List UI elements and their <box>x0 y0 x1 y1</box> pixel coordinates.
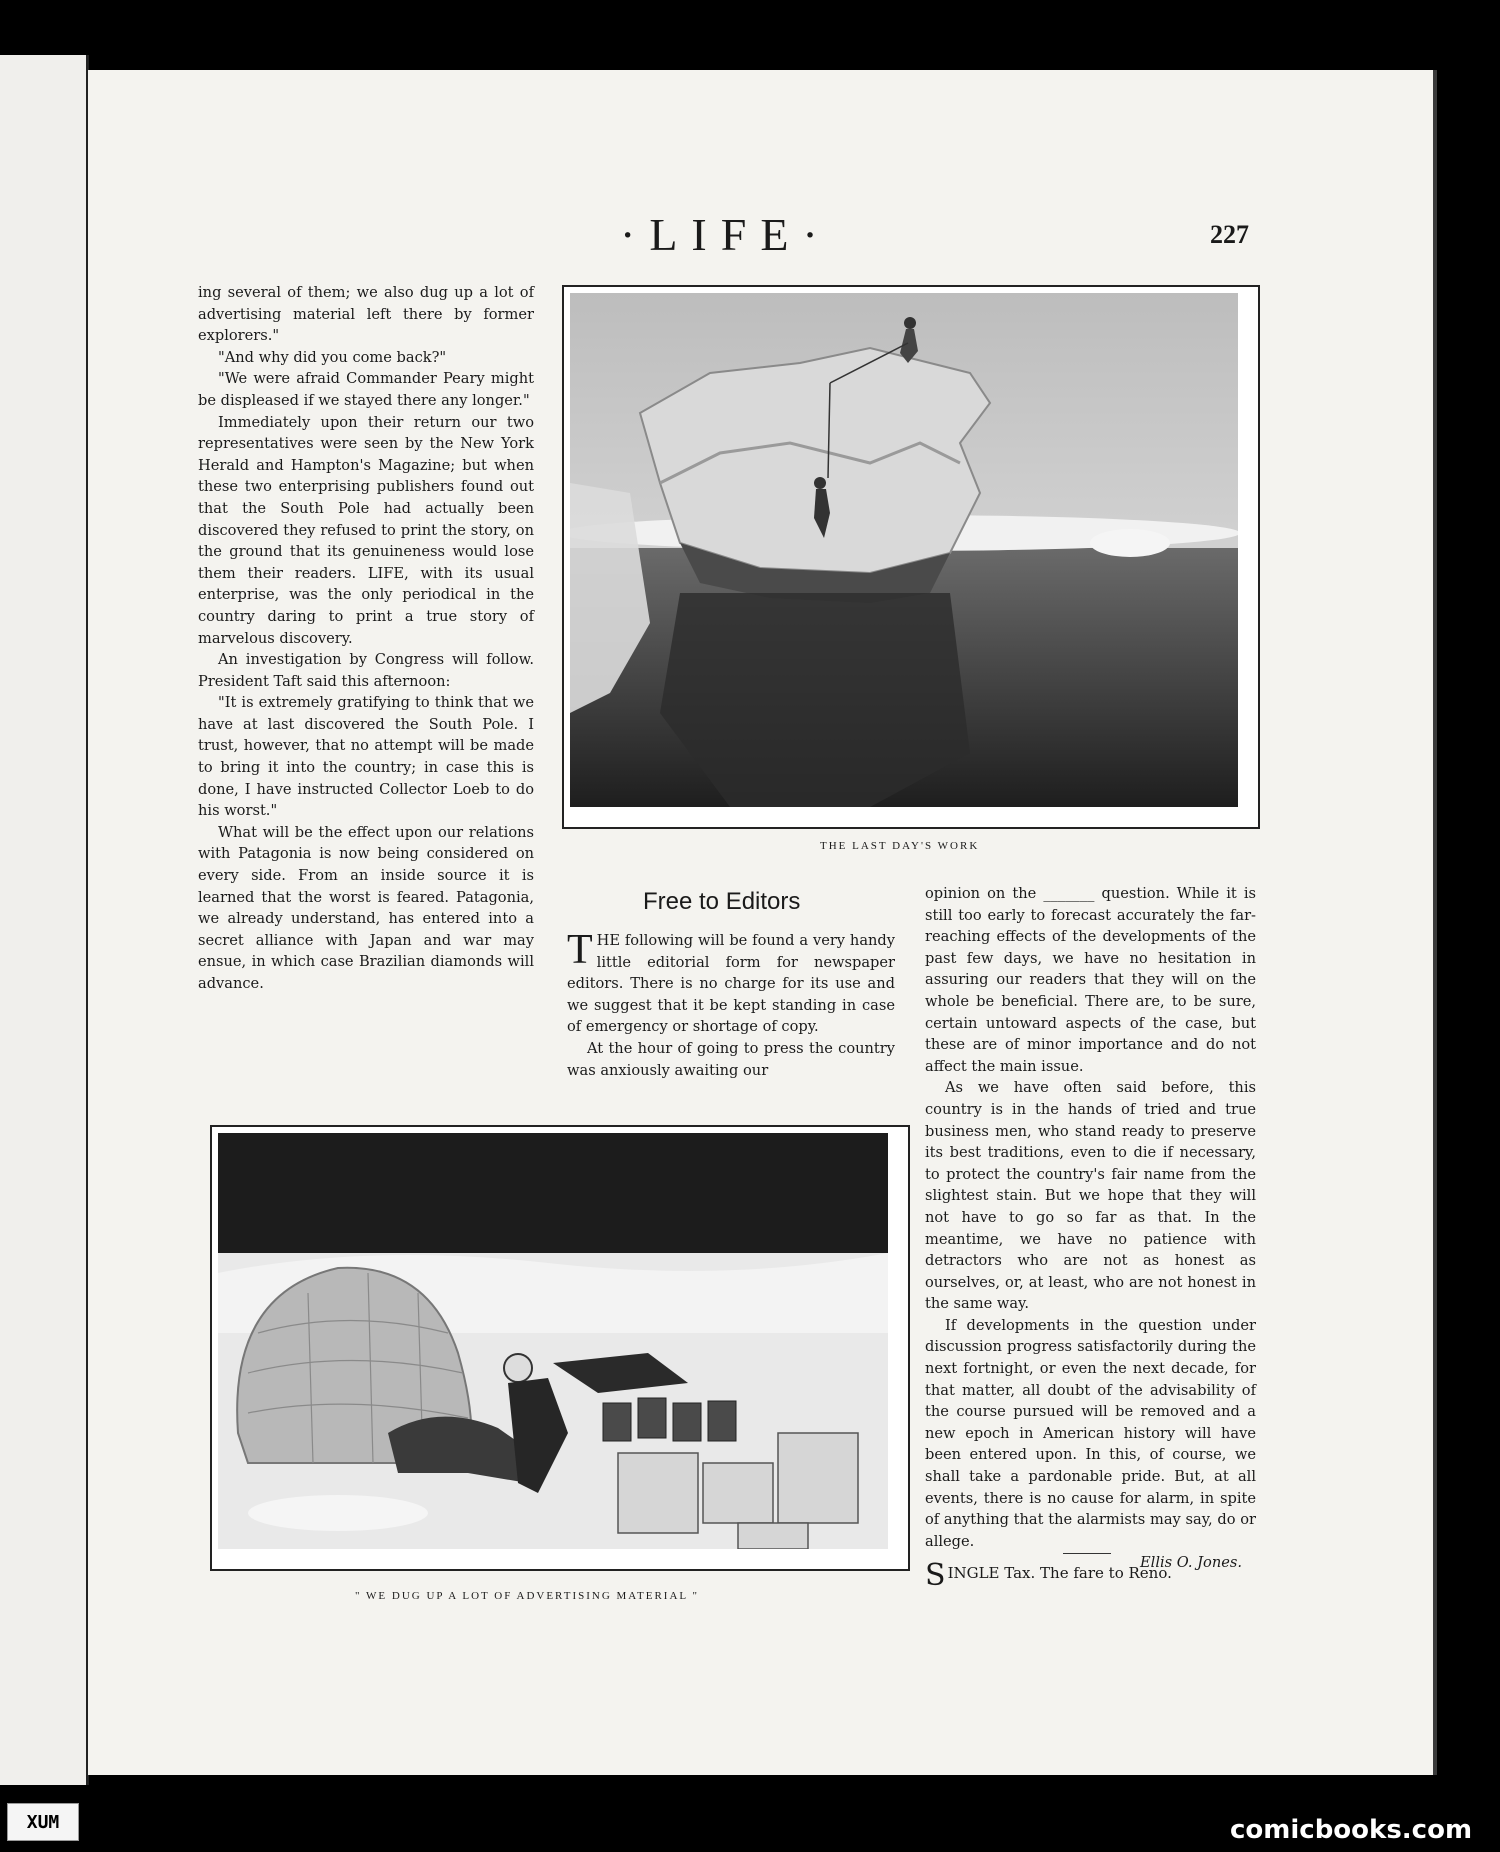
paragraph: ing several of them; we also dug up a lot of advertising material left there by former explorers." <box>198 284 534 345</box>
dropcap: T <box>567 927 593 973</box>
paragraph: What will be the effect upon our relations with Patagonia is now being considered on every side. From an inside source it is learned that the worst is feared. Patagonia, we already understand, has entered into a secret alliance with Japan and war may ensue, in which case Brazilian diamonds will advance. <box>198 823 534 992</box>
paragraph: At the hour of going to press the country was anxiously awaiting our <box>567 1039 895 1079</box>
paragraph: An investigation by Congress will follow. President Taft said this afternoon: <box>198 651 534 690</box>
middle-text-column <box>567 927 895 1081</box>
byline: Ellis O. Jones. <box>1140 1554 1242 1572</box>
divider <box>1063 1553 1111 1554</box>
bottom-photo-caption: " WE DUG UP A LOT OF ADVERTISING MATERIAL " <box>355 1590 699 1602</box>
article-heading: Free to Editors <box>643 888 801 915</box>
facing-page-edge <box>0 55 89 1785</box>
paragraph: "And why did you come back?" <box>218 348 447 366</box>
igloo-illustration <box>218 1133 888 1549</box>
paragraph: If developments in the question under discussion progress satisfactorily during the next fortnight, or even the next decade, for that matter, all doubt of the advisability of the course pursued will be removed and a new epoch in American history will have been entered upon. In this, of course, we shall take a pardonable pride. But, at all events, there is no cause for alarm, in spite of anything that the alarmists may say, do or allege. <box>925 1316 1256 1550</box>
page-number: 227 <box>1210 220 1249 249</box>
dropcap: S <box>925 1558 946 1593</box>
iceberg-illustration <box>570 293 1238 807</box>
masthead: ·LIFE· <box>620 209 832 260</box>
site-watermark: comicbooks.com <box>1230 1815 1473 1845</box>
quip-text: INGLE Tax. The fare to Reno. <box>947 1564 1172 1582</box>
paragraph-text: HE following will be found a very handy little editorial form for newspaper editors. There is no charge for its use and we suggest that it be kept standing in case of emergency or shortage of copy. <box>567 932 895 1036</box>
top-photo-caption: THE LAST DAY'S WORK <box>820 840 980 852</box>
xum-watermark: XUM <box>7 1803 79 1841</box>
igloo-photo <box>210 1125 910 1571</box>
paragraph <box>567 927 895 1038</box>
quip <box>925 1558 1255 1593</box>
left-text-column <box>198 282 534 995</box>
right-text-column <box>925 883 1256 1574</box>
iceberg-photo <box>562 285 1260 829</box>
paragraph: Immediately upon their return our two representatives were seen by the New York Herald and Hampton's Magazine; but when these two enterprising publishers found out that the South Pole had actually been discovered they refused to print the story, on the ground that its genuineness would lose them their readers. LIFE, with its usual enterprise, was the only periodical in the country daring to print a true story of marvelous discovery. <box>198 413 534 647</box>
paragraph: As we have often said before, this country is in the hands of tried and true business men, who stand ready to preserve its best traditions, even to die if necessary, to protect the country's fair name from the slightest stain. But we hope that they will not have to go so far as that. In the meantime, we have no patience with detractors who are not as honest as ourselves, or, at least, who are not honest in the same way. <box>925 1079 1256 1313</box>
paragraph: "We were afraid Commander Peary might be displeased if we stayed there any longer." <box>198 370 534 409</box>
paragraph: opinion on the _______ question. While it is still too early to forecast accurately the far-reaching effects of the developments of the past few days, we have no hesitation in assuring our readers that they will on the whole be beneficial. There are, to be sure, certain untoward aspects of the case, but these are of minor importance and do not affect the main issue. <box>925 885 1256 1075</box>
paragraph: "It is extremely gratifying to think that we have at last discovered the South Pole. I trust, however, that no attempt will be made to bring it into the country; in case this is done, I have instructed Collector Loeb to do his worst." <box>198 694 534 820</box>
